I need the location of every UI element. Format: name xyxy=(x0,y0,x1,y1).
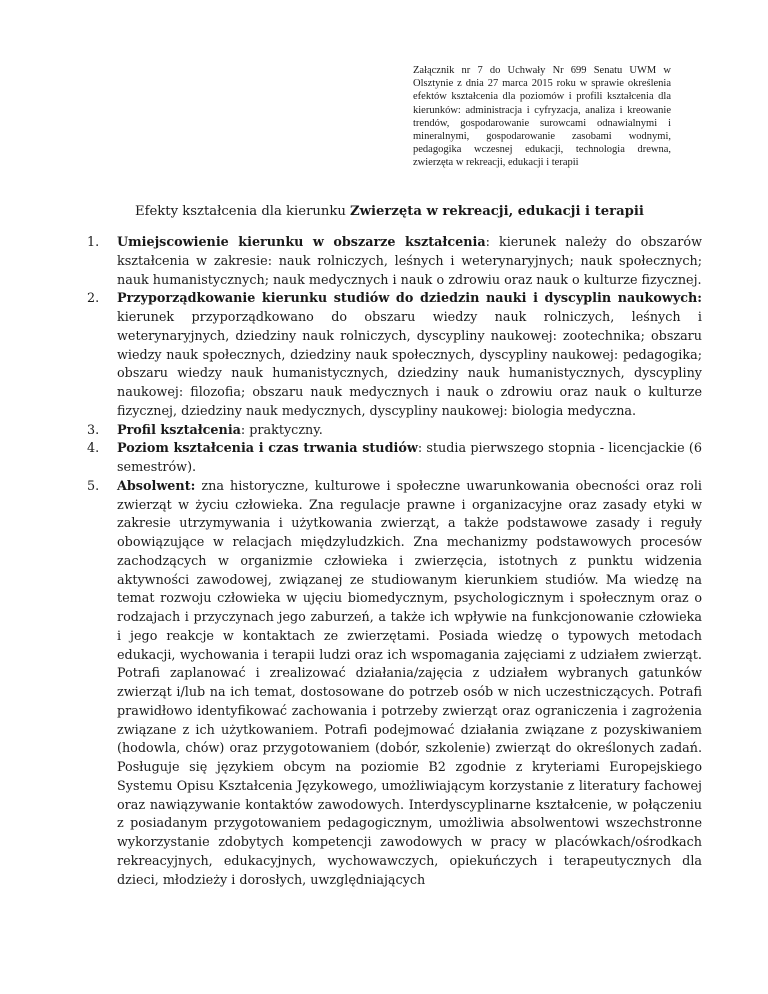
item-heading: Absolwent: xyxy=(117,478,196,494)
item-text: : praktyczny. xyxy=(240,422,323,438)
item-number: 4. xyxy=(87,441,100,457)
item-heading: Poziom kształcenia i czas trwania studiów xyxy=(117,441,418,457)
list-item xyxy=(87,234,702,290)
item-text: : studia pierwszego stopnia - licencjackie (6 semestrów). xyxy=(117,441,702,475)
list-item xyxy=(87,478,702,891)
item-text: : kierunek należy do obszarów kształcenia w zakresie: nauk rolniczych, leśnych i weterynaryjnych; nauk społecznych; nauk humanistycznych; nauk medycznych i nauk o zdrowiu oraz nauk o kulturze fizycznej. xyxy=(117,235,702,288)
item-number: 3. xyxy=(87,422,100,438)
item-text: kierunek przyporządkowano do obszaru wiedzy nauk rolniczych, leśnych i weterynaryjnych, dziedziny nauk rolniczych, dyscypliny naukowej: zootechnika; obszaru wiedzy nauk społecznych, dziedziny nauk społecznych, dyscypliny naukowej: pedagogika; obszaru wiedzy nauk humanistycznych, dziedziny nauk humanistycznych, dyscypliny naukowej: filozofia; obszaru nauk medycznych i nauk o zdrowiu oraz nauk o kulturze fizycznej, dziedziny nauk medycznych, dyscypliny naukowej: biologia medyczna. xyxy=(117,310,702,419)
item-text: zna historyczne, kulturowe i społeczne uwarunkowania obecności oraz roli zwierząt w życiu człowieka. Zna regulacje prawne i organizacyjne oraz zasady etyki w zakresie utrzymywania i użytkowania zwierząt, a także podstawowe zasady i reguły obowiązujące w relacjach międzyludzkich. Zna mechanizmy podstawowych procesów zachodzących w organizmie człowieka i zwierzęcia, istotnych z punktu widzenia aktywności zawodowej, związanej ze studiowanym kierunkiem studiów. Ma wiedzę na temat rozwoju człowieka w ujęciu biomedycznym, psychologicznym i społecznym oraz o rodzajach i przyczynach jego zaburzeń, a także ich wpływie na funkcjonowanie człowieka i jego reakcje w kontaktach ze zwierzętami. Posiada wiedzę o typowych metodach edukacji, wychowania i terapii ludzi oraz ich wspomagania zajęciami z udziałem zwierząt. Potrafi zaplanować i zrealizować działania/zajęcia z udziałem wybranych gatunków zwierząt i/lub na ich temat, dostosowane do potrzeb osób w nich uczestniczących. Potrafi prawidłowo identyfikować zachowania i potrzeby zwierząt oraz ograniczenia i zagrożenia związane z ich użytkowaniem. Potrafi podejmować działania związane z pozyskiwaniem (hodowla, chów) oraz przygotowaniem (dobór, szkolenie) zwierząt do określonych zadań. Posługuje się językiem obcym na poziomie B2 zgodnie z kryteriami Europejskiego Systemu Opisu Kształcenia Językowego, umożliwiającym korzystanie z literatury fachowej oraz nawiązywanie kontaktów zawodowych. Interdyscyplinarne kształcenie, w połączeniu z posiadanym przygotowaniem pedagogicznym, umożliwia absolwentowi wszechstronne wykorzystanie zdobytych kompetencji zawodowych w pracy w placówkach/ośrodkach rekreacyjnych, edukacyjnych, wychowawczych, opiekuńczych i terapeutycznych dla dzieci, młodzieży i dorosłych, uwzględniających xyxy=(117,478,702,888)
list-item xyxy=(87,422,702,441)
item-number: 2. xyxy=(87,291,100,307)
annex-note: Załącznik nr 7 do Uchwały Nr 699 Senatu UWM w Olsztynie z dnia 27 marca 2015 roku w sprawie określenia efektów kształcenia dla poziomów i profili kształcenia dla kierunków: administracja i cyfryzacja, analiza i kreowanie trendów, gospodarowanie surowcami odnawialnymi i mineralnymi, gospodarowanie zasobami wodnymi, pedagogika wczesnej edukacji, technologia drewna, zwierzęta w rekreacji, edukacji i terapii xyxy=(413,65,671,169)
list-item xyxy=(87,290,702,421)
title-program-name: Zwierzęta w rekreacji, edukacji i terapii xyxy=(350,204,644,219)
item-number: 5. xyxy=(87,478,100,494)
title-prefix: Efekty kształcenia dla kierunku xyxy=(135,204,351,219)
document-title xyxy=(135,203,735,221)
list-item xyxy=(87,440,702,478)
numbered-list xyxy=(87,234,702,890)
item-heading: Profil kształcenia xyxy=(117,422,241,438)
item-heading: Przyporządkowanie kierunku studiów do dziedzin nauki i dyscyplin naukowych: xyxy=(117,291,702,307)
item-heading: Umiejscowienie kierunku w obszarze kształcenia xyxy=(117,235,486,250)
item-number: 1. xyxy=(87,235,100,250)
